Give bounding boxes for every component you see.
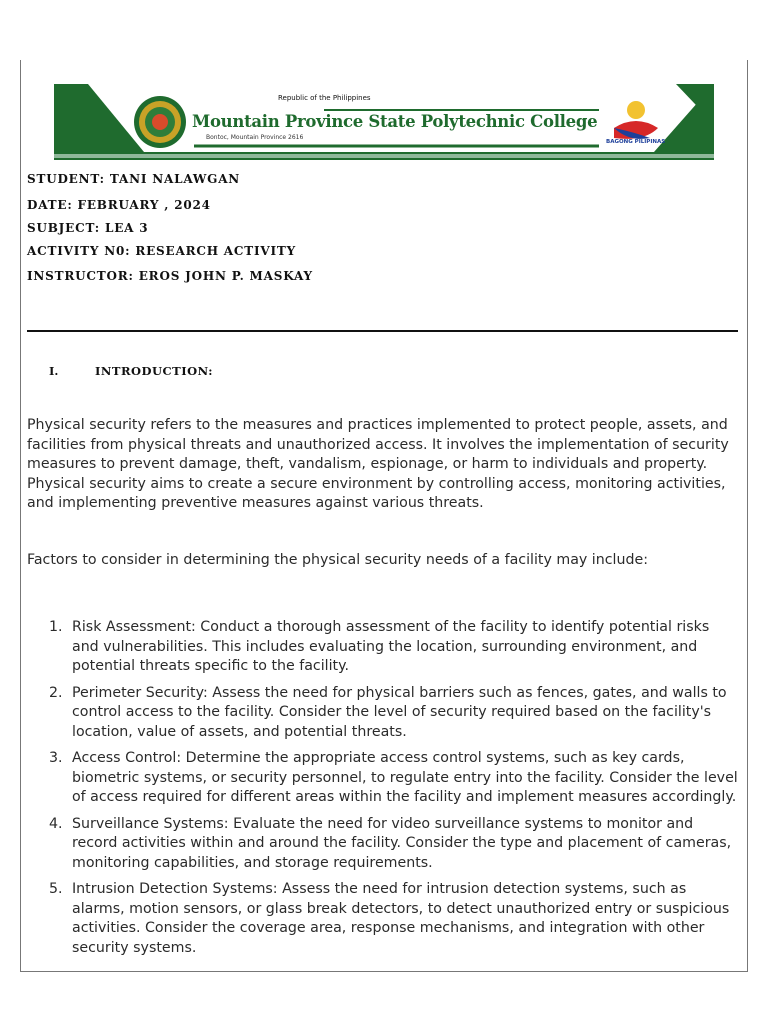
divider-line	[27, 330, 738, 332]
factors-intro: Factors to consider in determining the physical security needs of a facility may include:	[27, 552, 648, 568]
list-item: 1. Risk Assessment: Conduct a thorough assessment of the facility to identify potential risks and vulnerabilities. This includes evaluating the location, surrounding environment, and potential threats specific to the facility.	[49, 619, 710, 674]
banner-republic: Republic of the Philippines	[278, 94, 371, 102]
instructor-line: INSTRUCTOR: EROS JOHN P. MASKAY	[27, 269, 313, 283]
college-seal-icon	[134, 96, 186, 148]
list-item: 5. Intrusion Detection Systems: Assess the need for intrusion detection systems, such as alarms, motion sensors, or glass break detectors, to detect unauthorized entry or suspicious activities. Consider the coverage area, response mechanisms, and integration with other security systems.	[49, 881, 730, 956]
section-title: INTRODUCTION:	[95, 364, 213, 378]
banner-address: Bontoc, Mountain Province 2616	[206, 134, 304, 141]
factors-list	[27, 618, 739, 965]
student-line: STUDENT: TANI NALAWGAN	[27, 172, 241, 186]
list-item: 4. Surveillance Systems: Evaluate the need for video surveillance systems to monitor and record activities within and around the facility. Consider the type and placement of cameras, monitoring capabilities, and storage requirements.	[49, 815, 732, 871]
activity-line: ACTIVITY N0: RESEARCH ACTIVITY	[27, 244, 297, 258]
subject-line: SUBJECT: LEA 3	[27, 221, 149, 235]
date-line: DATE: FEBRUARY , 2024	[27, 198, 211, 212]
list-item: 3. Access Control: Determine the appropriate access control systems, such as key cards, biometric systems, or security personnel, to regulate entry into the facility. Consider the level of access required for different areas within the facility and implement measures accordingly.	[49, 750, 738, 805]
banner-college-name: Mountain Province State Polytechnic College	[192, 112, 598, 131]
section-number: I.	[49, 364, 59, 378]
intro-paragraph: Physical security refers to the measures and practices implemented to protect people, assets, and facilities from physical threats and unauthorized access. It involves the implementation of security measures to prevent damage, theft, vandalism, espionage, or harm to individuals and property. Physical security aims to create a secure environment by controlling access, monitoring activities, and implementing preventive measures against various threats.	[27, 417, 729, 511]
banner-right-logo-text: BAGONG PILIPINAS	[606, 139, 666, 145]
list-item: 2. Perimeter Security: Assess the need for physical barriers such as fences, gates, and walls to control access to the facility. Consider the level of security required based on the facility's location, value of assets, and potential threats.	[49, 684, 727, 740]
